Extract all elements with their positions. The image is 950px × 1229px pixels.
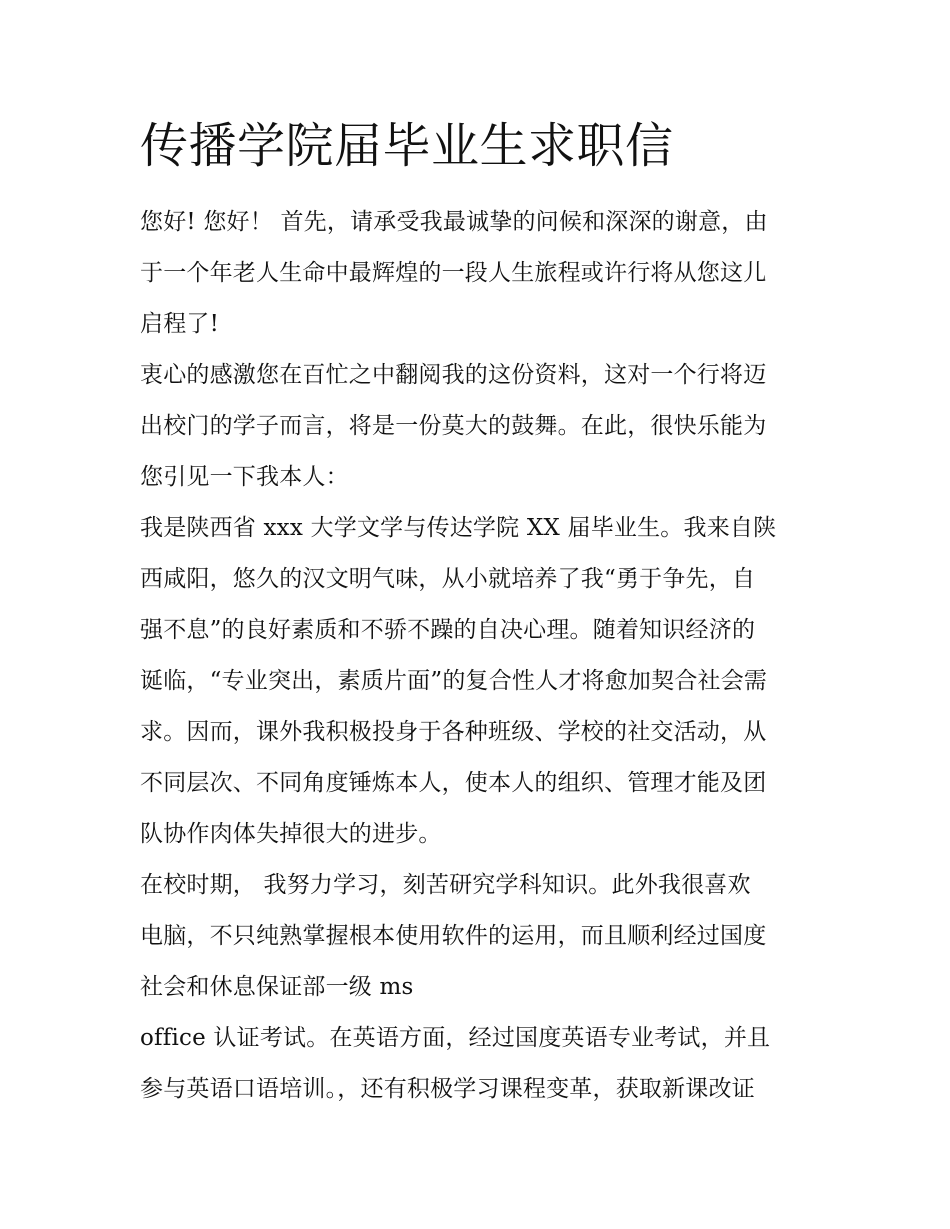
page-title: 传播学院届毕业生求职信 [140,118,674,174]
body-line: 社会和休息保证部一级 ms [140,974,414,1000]
body-line: 我是陕西省 xxx 大学文学与传达学院 XX 届毕业生。我来自陕 [140,515,777,541]
body-line: 参与英语口语培训。，还有积极学习课程变革，获取新课改证 [140,1076,755,1102]
body-line: 队协作肉体失掉很大的进步。 [140,821,442,847]
body-line: office 认证考试。在英语方面，经过国度英语专业考试，并且 [140,1025,771,1051]
body-line: 衷心的感激您在百忙之中翻阅我的这份资料，这对一个行将迈 [140,362,767,388]
body-line: 求。因而，课外我积极投身于各种班级、学校的社交活动，从 [140,719,767,745]
body-line: 强不息”的良好素质和不骄不躁的自决心理。随着知识经济的 [140,617,756,643]
body-line: 诞临，“专业突出，素质片面”的复合性人才将愈加契合社会需 [140,668,768,694]
body-line: 电脑，不只纯熟掌握根本使用软件的运用，而且顺利经过国度 [140,923,767,949]
body-line: 您好! 您好！ 首先，请承受我最诚挚的问候和深深的谢意，由 [140,209,768,235]
body-line: 在校时期， 我努力学习，刻苦研究学科知识。此外我很喜欢 [140,872,751,898]
body-line: 您引见一下我本人： [140,464,349,490]
body-line: 西咸阳，悠久的汉文明气味，从小就培养了我“勇于争先，自 [140,566,756,592]
body-line: 不同层次、不同角度锤炼本人，使本人的组织、管理才能及团 [140,770,767,796]
body-line: 出校门的学子而言，将是一份莫大的鼓舞。在此，很快乐能为 [140,413,767,439]
body-line: 启程了! [140,311,220,337]
body-line: 于一个年老人生命中最辉煌的一段人生旅程或许行将从您这儿 [140,260,767,286]
